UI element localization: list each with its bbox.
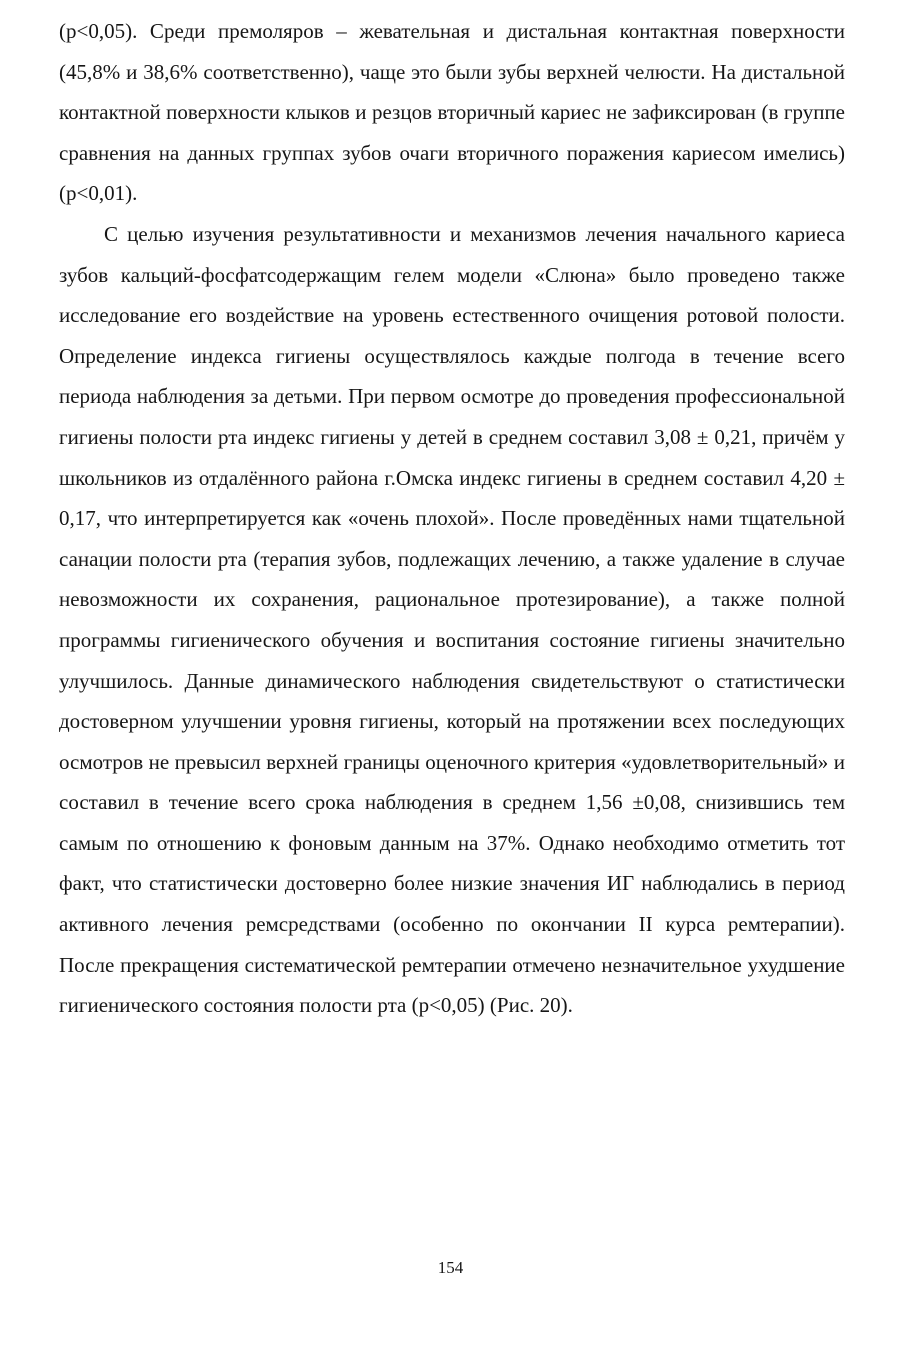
paragraph-2: С целью изучения результативности и механизмов лечения начального кариеса зубов кальций-фосфатсодержащим гелем модели «Слюна» было проведено также исследование его воздействие на уровень естественного очищения ротовой полости. Определение индекса гигиены осуществлялось каждые полгода в течение всего периода наблюдения за детьми. При первом осмотре до проведения профессиональной гигиены полости рта индекс гигиены у детей в среднем составил 3,08 ± 0,21, причём у школьников из отдалённого района г.Омска индекс гигиены в среднем составил 4,20 ± 0,17, что интерпретируется как «очень плохой». После проведённых нами тщательной санации полости рта (терапия зубов, подлежащих лечению, а также удаление в случае невозможности их сохранения, рациональное протезирование), а также полной программы гигиенического обучения и воспитания состояние гигиены значительно улучшилось. Данные динамического наблюдения свидетельствуют о статистически достоверном улучшении уровня гигиены, который на протяжении всех последующих осмотров не превысил верхней границы оценочного критерия «удовлетворительный» и составил в течение всего срока наблюдения в среднем 1,56 ±0,08, снизившись тем самым по отношению к фоновым данным на 37%. Однако необходимо отметить тот факт, что статистически достоверно более низкие значения ИГ наблюдались в период активного лечения ремсредствами (особенно по окончании II курса ремтерапии). После прекращения систематической ремтерапии отмечено незначительное ухудшение гигиенического состояния полости рта (р<0,05) (Рис. 20). [59, 221, 845, 1018]
page-number: 154 [437, 1258, 464, 1277]
paragraph-1: (р<0,05). Среди премоляров – жевательная и дистальная контактная поверхности (45,8% и 38,6% соответственно), чаще это были зубы верхней челюсти. На дистальной контактной поверхности клыков и резцов вторичный кариес не зафиксирован (в группе сравнения на данных группах зубов очаги вторичного поражения кариесом имелись) (р<0,01). [59, 19, 845, 206]
body-text [59, 11, 845, 1026]
